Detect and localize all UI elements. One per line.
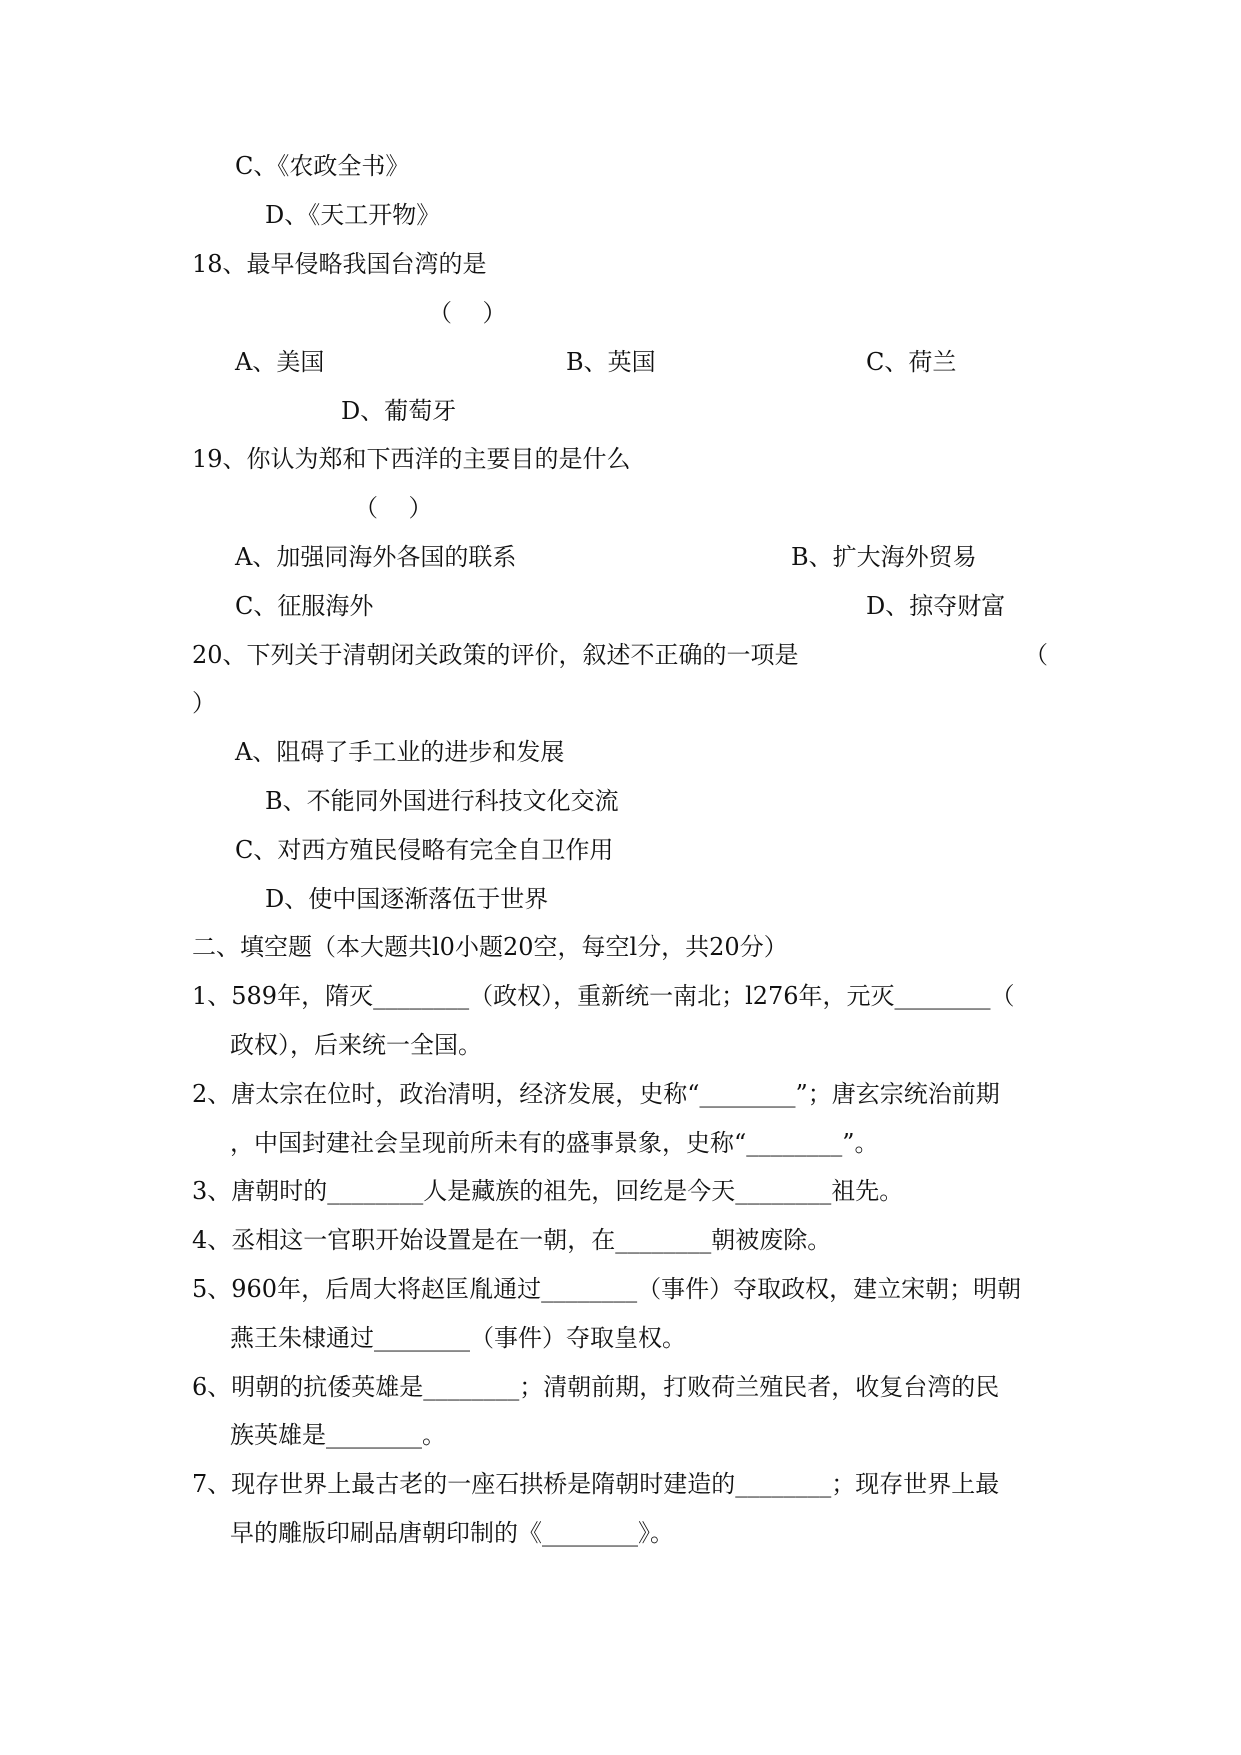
q20-option-b: B、不能同外国进行科技文化交流 — [265, 787, 619, 815]
q18-option-c: C、荷兰 — [866, 348, 957, 376]
q17-option-c: C、《农政全书》 — [235, 152, 410, 180]
q18-option-d: D、葡萄牙 — [341, 397, 457, 425]
fill-q1-line2: 政权），后来统一全国。 — [230, 1031, 482, 1059]
fill-q4: 4、丞相这一官职开始设置是在一朝，在________朝被废除。 — [192, 1226, 832, 1254]
section-heading-fill-blank: 二、填空题（本大题共l0小题20空，每空l分，共20分） — [192, 933, 788, 961]
fill-q6-line2: 族英雄是________。 — [230, 1421, 446, 1449]
q20-bracket-close: ） — [192, 689, 216, 717]
q20-stem: 20、下列关于清朝闭关政策的评价，叙述不正确的一项是 — [192, 641, 799, 669]
q19-option-c: C、征服海外 — [235, 592, 374, 620]
q20-bracket-open: （ — [1024, 641, 1048, 669]
q18-answer-bracket: （ ） — [428, 299, 507, 327]
fill-q7-line2: 早的雕版印刷品唐朝印制的《________》。 — [230, 1519, 674, 1547]
fill-q7-line1: 7、现存世界上最古老的一座石拱桥是隋朝时建造的________；现存世界上最 — [192, 1470, 1000, 1498]
q20-option-a: A、阻碍了手工业的进步和发展 — [235, 738, 565, 766]
q20-option-c: C、对西方殖民侵略有完全自卫作用 — [235, 836, 614, 864]
fill-q2-line1: 2、唐太宗在位时，政治清明，经济发展，史称“________”；唐玄宗统治前期 — [192, 1080, 1000, 1108]
fill-q5-line1: 5、960年，后周大将赵匡胤通过________（事件）夺取政权，建立宋朝；明朝 — [192, 1275, 1022, 1303]
q18-stem: 18、最早侵略我国台湾的是 — [192, 250, 487, 278]
q19-option-b: B、扩大海外贸易 — [791, 543, 977, 571]
q18-option-a: A、美国 — [235, 348, 325, 376]
q19-option-d: D、掠夺财富 — [866, 592, 1006, 620]
q17-option-d: D、《天工开物》 — [265, 201, 441, 229]
fill-q2-line2: ，中国封建社会呈现前所未有的盛事景象，史称“________”。 — [230, 1129, 879, 1157]
fill-q6-line1: 6、明朝的抗倭英雄是________；清朝前期，打败荷兰殖民者，收复台湾的民 — [192, 1373, 1000, 1401]
q19-stem: 19、你认为郑和下西洋的主要目的是什么 — [192, 445, 631, 473]
fill-q1-line1: 1、589年，隋灭________（政权），重新统一南北；l276年，元灭________（ — [192, 982, 1015, 1010]
fill-q3: 3、唐朝时的________人是藏族的祖先，回纥是今天________祖先。 — [192, 1177, 904, 1205]
q19-answer-bracket: （ ） — [354, 494, 433, 522]
q18-option-b: B、英国 — [566, 348, 656, 376]
q19-option-a: A、加强同海外各国的联系 — [235, 543, 517, 571]
fill-q5-line2: 燕王朱棣通过________（事件）夺取皇权。 — [230, 1324, 686, 1352]
q20-option-d: D、使中国逐渐落伍于世界 — [265, 885, 549, 913]
